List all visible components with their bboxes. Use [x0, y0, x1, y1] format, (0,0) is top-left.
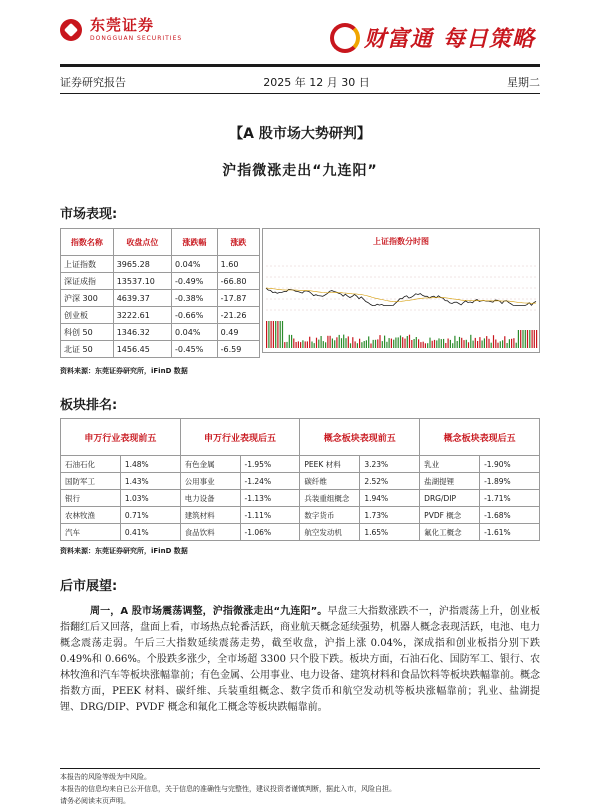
chart-volume-bar — [475, 338, 476, 348]
chart-volume-bar — [445, 343, 446, 348]
market-cell: -0.49% — [172, 273, 218, 290]
footer-disclaimer: 本报告的信息均来自已公开信息，关于信息的准确性与完整性，建议投资者谨慎判断，据此入市，风险自担。 — [60, 785, 396, 793]
sector-name-cell: 汽车 — [61, 524, 121, 541]
chart-volume-bar — [384, 336, 385, 348]
sector-header: 概念板块表现前五 — [300, 419, 420, 456]
sector-row — [61, 524, 540, 541]
chart-volume-bar — [468, 342, 469, 348]
chart-volume-bar — [389, 338, 390, 348]
market-cell: -6.59 — [217, 341, 259, 358]
sector-change-cell: -1.13% — [240, 490, 300, 507]
market-cell: 深证成指 — [61, 273, 114, 290]
market-cell: 1346.32 — [113, 324, 171, 341]
chart-volume-bar — [298, 341, 299, 348]
sector-header: 申万行业表现前五 — [61, 419, 181, 456]
sector-change-cell: 2.52% — [360, 473, 420, 490]
chart-volume-bar — [522, 330, 523, 348]
chart-volume-bar — [291, 335, 292, 348]
market-cell: 沪深 300 — [61, 290, 114, 307]
chart-volume-bar — [352, 337, 353, 348]
chart-volume-bar — [266, 321, 267, 348]
chart-volume-bar — [284, 342, 285, 348]
chart-volume-bar — [473, 341, 474, 348]
chart-volume-bar — [409, 335, 410, 348]
sector-change-cell: 1.73% — [360, 507, 420, 524]
chart-volume-bar — [454, 336, 455, 348]
logo-text: 东莞证券 — [90, 16, 155, 34]
chart-volume-bar — [391, 339, 392, 348]
chart-volume-bar — [305, 341, 306, 348]
chart-volume-bar — [407, 336, 408, 348]
sector-name-cell: 有色金属 — [180, 456, 240, 473]
chart-volume-bar — [459, 337, 460, 348]
sector-change-cell: 1.94% — [360, 490, 420, 507]
sector-change-cell: -1.95% — [240, 456, 300, 473]
chart-volume-bar — [377, 339, 378, 348]
chart-volume-bar — [345, 338, 346, 348]
chart-volume-bar — [477, 341, 478, 348]
sector-change-cell: -1.90% — [480, 456, 540, 473]
chart-volume-bar — [327, 336, 328, 348]
chart-volume-bar — [323, 341, 324, 348]
chart-volume-bar — [461, 338, 462, 348]
chart-volume-bar — [452, 343, 453, 348]
chart-volume-bar — [350, 343, 351, 348]
sector-change-cell: -1.71% — [480, 490, 540, 507]
chart-volume-bar — [325, 342, 326, 348]
report-weekday: 星期二 — [506, 76, 540, 89]
sector-header: 申万行业表现后五 — [180, 419, 300, 456]
market-row — [61, 341, 260, 358]
sector-section-title: 板块排名: — [60, 398, 118, 413]
chart-volume-bar — [273, 321, 274, 348]
market-cell: 1456.45 — [113, 341, 171, 358]
sector-source: 资料来源：东莞证券研究所，iFinD 数据 — [60, 547, 188, 555]
chart-volume-bar — [518, 330, 519, 348]
chart-volume-bar — [425, 343, 426, 348]
sector-row — [61, 507, 540, 524]
chart-volume-bar — [525, 330, 526, 348]
caifutong-logo — [330, 22, 535, 53]
sector-change-cell: -1.11% — [240, 507, 300, 524]
chart-volume-bar — [386, 342, 387, 348]
report-date: 2025 年 12 月 30 日 — [263, 76, 370, 89]
market-cell: 0.04% — [172, 324, 218, 341]
market-row — [61, 307, 260, 324]
market-cell: -21.26 — [217, 307, 259, 324]
market-cell: -17.87 — [217, 290, 259, 307]
chart-volume-bar — [536, 330, 537, 348]
chart-volume-bar — [282, 321, 283, 348]
chart-volume-bar — [429, 338, 430, 348]
chart-volume-bar — [379, 335, 380, 348]
market-col-header: 涨跌幅 — [172, 229, 218, 256]
intraday-chart — [266, 258, 536, 350]
chart-volume-bar — [414, 339, 415, 348]
chart-volume-bar — [457, 341, 458, 348]
market-col-header: 收盘点位 — [113, 229, 171, 256]
market-cell: 4639.37 — [113, 290, 171, 307]
sector-name-cell: PEEK 材料 — [300, 456, 360, 473]
chart-volume-bar — [375, 340, 376, 348]
chart-volume-bar — [520, 330, 521, 348]
chart-volume-bar — [334, 340, 335, 348]
market-cell: -0.38% — [172, 290, 218, 307]
chart-volume-bar — [316, 338, 317, 348]
chart-volume-bar — [395, 338, 396, 349]
sector-name-cell: DRG/DIP — [420, 490, 480, 507]
chart-volume-bar — [314, 343, 315, 348]
sector-name-cell: 数字货币 — [300, 507, 360, 524]
chart-volume-bar — [529, 330, 530, 348]
chart-volume-bar — [361, 342, 362, 348]
intraday-avg-line — [266, 288, 536, 303]
chart-volume-bar — [268, 321, 269, 348]
chart-volume-bar — [491, 343, 492, 348]
chart-volume-bar — [302, 340, 303, 348]
chart-volume-bar — [527, 330, 528, 348]
sector-name-cell: 兵装重组概念 — [300, 490, 360, 507]
chart-volume-bar — [420, 342, 421, 348]
header-rule-thin — [60, 93, 540, 94]
sector-name-cell: 乳业 — [420, 456, 480, 473]
sector-change-cell: 1.48% — [120, 456, 180, 473]
market-cell: 0.49 — [217, 324, 259, 341]
chart-volume-bar — [307, 341, 308, 348]
chart-volume-bar — [296, 342, 297, 348]
chart-volume-bar — [332, 339, 333, 349]
chart-volume-bar — [339, 335, 340, 348]
sector-table — [60, 418, 540, 541]
market-cell: 1.60 — [217, 256, 259, 273]
sector-change-cell: 3.23% — [360, 456, 420, 473]
sector-change-cell: -1.06% — [240, 524, 300, 541]
chart-volume-bar — [311, 342, 312, 349]
chart-volume-bar — [507, 343, 508, 348]
chart-volume-bar — [479, 337, 480, 348]
market-cell: -0.66% — [172, 307, 218, 324]
market-cell: 创业板 — [61, 307, 114, 324]
footer-notice: 请务必阅读末页声明。 — [60, 797, 130, 805]
footer-risk: 本报告的风险等级为中风险。 — [60, 773, 151, 781]
chart-volume-bar — [509, 339, 510, 348]
chart-volume-bar — [404, 339, 405, 348]
chart-volume-bar — [359, 339, 360, 348]
logo-mark-icon — [60, 19, 82, 41]
chart-volume-bar — [504, 336, 505, 348]
chart-volume-bar — [286, 342, 287, 348]
sector-name-cell: 氟化工概念 — [420, 524, 480, 541]
market-cell: 3222.61 — [113, 307, 171, 324]
chart-volume-bar — [366, 340, 367, 348]
market-cell: -0.45% — [172, 341, 218, 358]
market-row — [61, 324, 260, 341]
market-cell: -66.80 — [217, 273, 259, 290]
chart-volume-bar — [343, 335, 344, 348]
chart-volume-bar — [466, 340, 467, 348]
sector-name-cell: 建筑材料 — [180, 507, 240, 524]
chart-volume-bar — [318, 340, 319, 348]
chart-volume-bar — [300, 342, 301, 348]
header-rule — [60, 64, 540, 67]
chart-volume-bar — [355, 341, 356, 348]
market-section-title: 市场表现: — [60, 207, 118, 222]
sector-change-cell: -1.61% — [480, 524, 540, 541]
outlook-lead: 周一，A 股市场震荡调整，沪指微涨走出“九连阳”。 — [90, 606, 328, 617]
chart-volume-bar — [330, 336, 331, 348]
chart-volume-bar — [497, 343, 498, 348]
market-row — [61, 256, 260, 273]
market-cell: 13537.10 — [113, 273, 171, 290]
sector-name-cell: 银行 — [61, 490, 121, 507]
doc-title: 【A 股市场大势研判】 — [229, 126, 371, 142]
chart-volume-bar — [436, 340, 437, 348]
chart-volume-bar — [418, 339, 419, 348]
chart-volume-bar — [280, 321, 281, 348]
chart-volume-bar — [516, 343, 517, 348]
caifutong-mark-icon — [330, 23, 360, 53]
footer-rule — [60, 768, 540, 769]
sector-row — [61, 473, 540, 490]
market-cell: 3965.28 — [113, 256, 171, 273]
chart-volume-bar — [534, 330, 535, 348]
market-cell: 0.04% — [172, 256, 218, 273]
chart-volume-bar — [511, 339, 512, 348]
sector-name-cell: PVDF 概念 — [420, 507, 480, 524]
sector-change-cell: 1.03% — [120, 490, 180, 507]
chart-volume-bar — [448, 339, 449, 349]
chart-volume-bar — [482, 341, 483, 349]
market-cell: 北证 50 — [61, 341, 114, 358]
chart-volume-bar — [370, 344, 371, 349]
sector-change-cell: 0.71% — [120, 507, 180, 524]
chart-volume-bar — [411, 340, 412, 348]
logo-text-en: DONGGUAN SECURITIES — [90, 35, 183, 42]
header-meta — [60, 74, 540, 90]
chart-volume-bar — [500, 341, 501, 348]
market-source: 资料来源：东莞证券研究所，iFinD 数据 — [60, 367, 188, 375]
chart-volume-bar — [532, 330, 533, 348]
chart-volume-bar — [368, 336, 369, 348]
sector-name-cell: 食品饮料 — [180, 524, 240, 541]
chart-volume-bar — [416, 337, 417, 348]
chart-volume-bar — [495, 340, 496, 349]
chart-volume-bar — [434, 340, 435, 348]
chart-volume-bar — [277, 321, 278, 348]
doc-subtitle: 沪指微涨走出“九连阳” — [222, 163, 378, 179]
market-table — [60, 228, 260, 358]
chart-volume-bar — [502, 340, 503, 348]
chart-volume-bar — [373, 340, 374, 348]
caifutong-text: 财富通 — [364, 26, 434, 52]
chart-volume-bar — [493, 335, 494, 348]
chart-volume-bar — [488, 339, 489, 348]
dongguan-securities-logo — [60, 18, 182, 42]
chart-volume-bar — [309, 337, 310, 348]
chart-volume-bar — [321, 336, 322, 348]
chart-volume-bar — [441, 339, 442, 348]
sector-change-cell: 0.41% — [120, 524, 180, 541]
sector-header: 概念板块表现后五 — [420, 419, 540, 456]
market-row — [61, 290, 260, 307]
market-cell: 科创 50 — [61, 324, 114, 341]
chart-volume-bar — [336, 337, 337, 348]
chart-volume-bar — [364, 341, 365, 348]
chart-volume-bar — [450, 340, 451, 348]
sector-change-cell: -1.68% — [480, 507, 540, 524]
chart-volume-bar — [393, 340, 394, 348]
outlook-paragraph — [60, 604, 540, 716]
sector-name-cell: 农林牧渔 — [61, 507, 121, 524]
chart-volume-bar — [443, 339, 444, 348]
outlook-section-title: 后市展望: — [60, 579, 118, 594]
chart-volume-bar — [398, 337, 399, 348]
sector-name-cell: 碳纤维 — [300, 473, 360, 490]
daily-strategy-text: 每日策略 — [443, 26, 536, 52]
sector-name-cell: 电力设备 — [180, 490, 240, 507]
chart-volume-bar — [382, 341, 383, 348]
outlook-body: 早盘三大指数涨跌不一，沪指震荡上升，创业板指翻红后又回落，盘面上看，市场热点轮番活跃，商业航天概念延续强势，机器人概念表现活跃，电池、电力概念震荡走弱。午后三大指数延续震荡走势，截至收盘，沪指上涨 0.04%，深成指和创业板指分别下跌 0.49%和 0.66%。个股跌多涨少，全市场超 3300 只个股下跌。板块方面，石油石化、国防军工、银行、农林牧渔和汽车等板块涨幅靠前；有色金属、公用事业、电力设备、建筑材料和食品饮料等板块跌幅靠前。概念指数方面，PEEK 材料、碳纤维、兵装重组概念、数字货币和航空发动机等板块涨幅靠前；乳业、盐湖提锂、DRG/DIP、PVDF 概念和氟化工概念等板块跌幅靠前。 — [60, 606, 540, 713]
report-type: 证券研究报告 — [60, 76, 126, 89]
sector-row — [61, 456, 540, 473]
chart-volume-bar — [484, 338, 485, 348]
chart-volume-bar — [400, 336, 401, 349]
sector-change-cell: 1.65% — [360, 524, 420, 541]
sector-row — [61, 490, 540, 507]
market-row — [61, 273, 260, 290]
chart-volume-bar — [427, 343, 428, 348]
chart-volume-bar — [357, 343, 358, 348]
chart-volume-bar — [423, 342, 424, 348]
sector-change-cell: 1.43% — [120, 473, 180, 490]
chart-volume-bar — [289, 335, 290, 348]
sector-name-cell: 盐湖提锂 — [420, 473, 480, 490]
chart-volume-bar — [348, 336, 349, 348]
sector-change-cell: -1.89% — [480, 473, 540, 490]
sector-name-cell: 石油石化 — [61, 456, 121, 473]
chart-volume-bar — [275, 321, 276, 348]
chart-volume-bar — [293, 339, 294, 349]
chart-volume-bar — [341, 338, 342, 348]
chart-volume-bar — [470, 335, 471, 348]
market-cell: 上证指数 — [61, 256, 114, 273]
market-col-header: 涨跌 — [217, 229, 259, 256]
intraday-chart-title: 上证指数分时图 — [373, 237, 429, 246]
market-col-header: 指数名称 — [61, 229, 114, 256]
chart-volume-bar — [513, 338, 514, 348]
sector-name-cell: 国防军工 — [61, 473, 121, 490]
chart-volume-bar — [486, 336, 487, 348]
chart-volume-bar — [432, 341, 433, 348]
chart-volume-bar — [438, 338, 439, 348]
chart-volume-bar — [463, 340, 464, 348]
chart-volume-bar — [402, 337, 403, 348]
chart-volume-bar — [271, 321, 272, 348]
sector-change-cell: -1.24% — [240, 473, 300, 490]
sector-name-cell: 航空发动机 — [300, 524, 360, 541]
sector-name-cell: 公用事业 — [180, 473, 240, 490]
